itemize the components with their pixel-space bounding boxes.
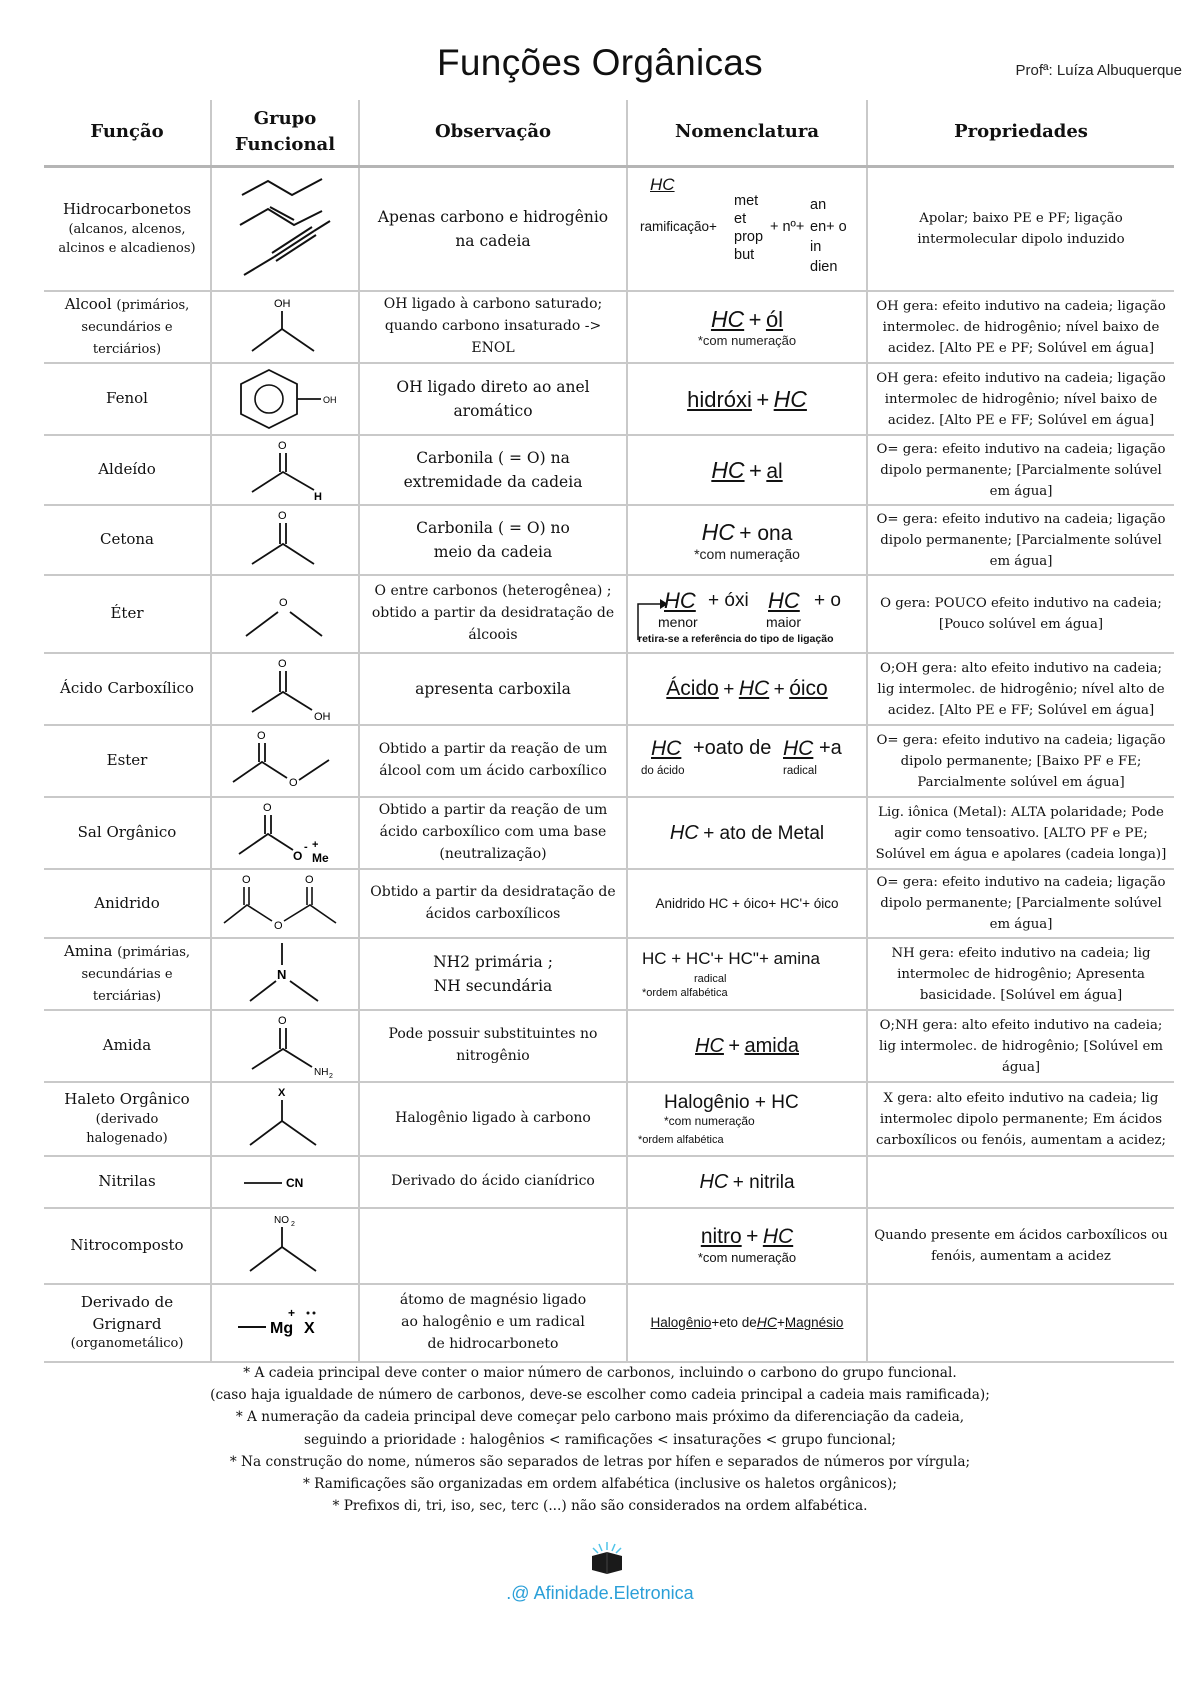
funcao-cell: Ester: [44, 725, 211, 797]
nomen-part: HC: [762, 1225, 794, 1248]
nomen-suffix: dien: [810, 258, 838, 275]
table-row: [44, 435, 1174, 505]
nomen-suffix: an: [810, 196, 827, 213]
observacao-cell: Apenas carbono e hidrogênio na cadeia: [359, 166, 627, 291]
nomen-prefix: met: [734, 192, 759, 209]
structure-ester: [211, 725, 359, 797]
atom-label: NO: [274, 1215, 289, 1226]
nomen-part: HC + HC'+ HC"+ amina: [642, 949, 820, 968]
observacao-cell: OH ligado direto ao anel aromático: [359, 363, 627, 435]
nomen-part: +: [728, 1034, 741, 1057]
nomen-note: *com numeração: [694, 545, 800, 562]
nomen-note: retira-se a referência do tipo de ligação: [638, 633, 834, 645]
nomen-part: nitro: [700, 1225, 742, 1248]
table-row: [44, 1284, 1174, 1362]
table-row: [44, 575, 1174, 653]
nomenclatura-cell: [627, 363, 867, 435]
nomen-part: Halogênio: [650, 1315, 712, 1330]
nomen-sub: radical: [783, 765, 817, 777]
structure-amine: [211, 938, 359, 1010]
atom-label: O: [278, 440, 287, 452]
funcao-cell: Ácido Carboxílico: [44, 653, 211, 725]
propriedades-cell: O= gera: efeito indutivo na cadeia; ligação dipolo permanente; [Parcialmente solúvel em água]: [867, 869, 1174, 938]
atom-label: Mg: [270, 1320, 294, 1337]
funcao-sub: (primários, secundários e terciários): [81, 298, 190, 357]
nomenclatura-cell: [627, 166, 867, 291]
atom-label: O: [279, 597, 288, 609]
structure-grignard: [211, 1284, 359, 1362]
atom-label: OH: [323, 395, 337, 405]
atom-label: O: [289, 777, 298, 789]
funcao-name: Alcool: [64, 295, 112, 314]
structure-hydrocarbon: [211, 166, 359, 291]
header-propriedades: Propriedades: [867, 100, 1174, 166]
observacao-cell: OH ligado à carbono saturado; quando carbono insaturado -> ENOL: [359, 291, 627, 363]
header-nomenclatura: Nomenclatura: [627, 100, 867, 166]
atom-label: 2: [329, 1073, 333, 1079]
nomen-part: HC: [669, 821, 699, 844]
nomen-part: +: [773, 679, 785, 700]
atom-label: NH: [314, 1067, 329, 1078]
nomen-part: + ona: [739, 521, 793, 545]
observacao-text: átomo de magnésio ligado ao halogênio e um radical de hidrocarboneto: [399, 1292, 587, 1352]
structure-phenol: [211, 363, 359, 435]
nomenclatura-cell: [627, 725, 867, 797]
table-row: [44, 1156, 1174, 1208]
funcao-cell: Amida: [44, 1010, 211, 1082]
propriedades-cell: Lig. iônica (Metal): ALTA polaridade; Pode agir como tensoativo. [ALTO PF e PE; Solúvel em água e apolares (cadeia longa)]: [867, 797, 1174, 869]
structure-amide: [211, 1010, 359, 1082]
nomen-note: *com numeração: [697, 1250, 797, 1265]
funcao-cell: Aldeído: [44, 435, 211, 505]
atom-label: O: [293, 849, 303, 863]
footnote-line: (caso haja igualdade de número de carbonos, deve-se escolher como cadeia principal a cadeia mais ramificada);: [210, 1387, 990, 1404]
nomen-part: HC: [756, 1314, 777, 1330]
footnote-line: * A cadeia principal deve conter o maior número de carbonos, incluindo o carbono do grupo funcional.: [243, 1365, 957, 1381]
nomen-part: amida: [744, 1034, 799, 1057]
nomen-part: +: [749, 457, 762, 483]
nomen-part: óico: [789, 677, 828, 700]
nomen-part: HC: [710, 306, 745, 332]
nomen-suffix: in: [810, 238, 822, 255]
structure-organic-salt: [211, 797, 359, 869]
page-title: Funções Orgânicas: [437, 42, 763, 83]
observacao-cell: Carbonila ( = O) na extremidade da cadeia: [359, 435, 627, 505]
table-row: [44, 653, 1174, 725]
nomen-part: +: [748, 307, 762, 332]
funcao-sub: (primárias, secundárias e terciárias): [81, 945, 191, 1004]
observacao-cell: Halogênio ligado à carbono: [359, 1082, 627, 1156]
nomen-part: +: [756, 386, 770, 412]
table-row: [44, 505, 1174, 575]
nomen-prefix: et: [734, 210, 747, 227]
atom-label: X: [304, 1320, 315, 1337]
funcao-cell: Fenol: [44, 363, 211, 435]
atom-label: O: [242, 873, 251, 886]
footnote-line: * Prefixos di, tri, iso, sec, terc (...) não são considerados na ordem alfabética.: [332, 1498, 868, 1515]
funcao-sub: (derivado halogenado): [86, 1112, 168, 1146]
nomen-part: menor: [658, 614, 698, 630]
footnote-line: * A numeração da cadeia principal deve começar pelo carbono mais próximo da diferenciação da cadeia,: [235, 1409, 965, 1426]
atom-label: X: [278, 1087, 286, 1099]
nomenclatura-cell: [627, 653, 867, 725]
observacao-cell: Derivado do ácido cianídrico: [359, 1156, 627, 1208]
nomen-part: HC: [699, 1170, 729, 1193]
table-row: [44, 869, 1174, 938]
nomen-prefix: prop: [734, 228, 764, 245]
nomen-part: +: [746, 1225, 759, 1248]
table-row: [44, 166, 1174, 291]
propriedades-cell: O= gera: efeito indutivo na cadeia; ligação dipolo permanente; [Parcialmente solúvel em água]: [867, 435, 1174, 505]
funcao-name: Derivado de Grignard: [80, 1292, 174, 1333]
charge-label: +: [288, 1306, 296, 1320]
nomen-part: ól: [765, 307, 784, 332]
table-row: [44, 1208, 1174, 1284]
observacao-cell: [359, 1208, 627, 1284]
atom-label: O: [305, 873, 314, 886]
propriedades-cell: OH gera: efeito indutivo na cadeia; ligação intermolec. de hidrogênio; nível baixo de acidez. [Alto PE e PF; Solúvel em água]: [867, 291, 1174, 363]
nomen-part: Ácido: [666, 677, 719, 700]
nomenclatura-cell: [627, 575, 867, 653]
funcao-cell: Nitrocomposto: [44, 1208, 211, 1284]
observacao-cell: Obtido a partir da reação de um álcool com um ácido carboxílico: [359, 725, 627, 797]
nomenclatura-cell: [627, 435, 867, 505]
nomen-part: +: [723, 679, 735, 700]
nomen-hc: HC: [650, 174, 675, 194]
propriedades-cell: O;OH gera: alto efeito indutivo na cadeia; lig intermolec. de hidrogênio; nível alto de acidez. [Alto PE e FF; Solúvel em água]: [867, 653, 1174, 725]
funcao-cell: [44, 166, 211, 291]
propriedades-cell: O= gera: efeito indutivo na cadeia; ligação dipolo permanente; [Parcialmente solúvel em água]: [867, 505, 1174, 575]
propriedades-cell: Quando presente em ácidos carboxílicos ou fenóis, aumentam a acidez: [867, 1208, 1174, 1284]
nomen-part: +: [777, 1315, 785, 1330]
structure-anhydride: [211, 869, 359, 938]
nomen-ramificacao: ramificação+: [640, 218, 717, 234]
structure-carboxylic-acid: [211, 653, 359, 725]
nomen-part: HC: [768, 588, 800, 613]
atom-label: OH: [314, 711, 331, 722]
observacao-cell: [359, 505, 627, 575]
atom-label: OH: [274, 298, 291, 310]
nomen-part: HC: [664, 588, 696, 613]
nomen-sub: radical: [694, 973, 727, 985]
book-icon: [590, 1540, 624, 1578]
nomenclatura-cell: [627, 291, 867, 363]
funcao-name: Amina: [63, 942, 113, 961]
nomen-note: *ordem alfabética: [642, 987, 728, 999]
funcao-sub: (alcanos, alcenos, alcinos e alcadienos): [58, 221, 196, 256]
header-grupo: Grupo Funcional: [211, 100, 359, 166]
nomen-part: + o: [814, 590, 841, 611]
nomen-suffix: en+ o: [810, 218, 847, 235]
observacao-text: NH2 primária ; NH secundária: [433, 952, 553, 995]
nomen-part: +eto de: [711, 1315, 757, 1330]
nomen-part: +oato de: [693, 737, 772, 759]
nomen-part: HC: [701, 518, 735, 545]
structure-nitro: [211, 1208, 359, 1284]
footnote-line: seguindo a prioridade : halogênios < ramificações < insaturações < grupo funcional;: [303, 1431, 897, 1448]
observacao-cell: Obtido a partir da reação de um ácido carboxílico com uma base (neutralização): [359, 797, 627, 869]
observacao-cell: Obtido a partir da desidratação de ácidos carboxílicos: [359, 869, 627, 938]
table-header-row: [44, 100, 1174, 166]
footnote-line: * Na construção do nome, números são separados de letras por hífen e separados de números por vírgula;: [229, 1453, 971, 1470]
propriedades-cell: O;NH gera: alto efeito indutivo na cadeia; lig intermolec. de hidrogênio; [Solúvel em água]: [867, 1010, 1174, 1082]
atom-label: O: [257, 730, 266, 742]
funcao-cell: [44, 938, 211, 1010]
nomenclatura-cell: [627, 1082, 867, 1156]
funcao-cell: Sal Orgânico: [44, 797, 211, 869]
atom-label: O: [274, 919, 283, 932]
observacao-text: Carbonila ( = O) no meio da cadeia: [416, 518, 570, 561]
atom-label: O: [278, 658, 287, 670]
functions-table: [44, 100, 1174, 1363]
funcao-name: Hidrocarbonetos: [62, 200, 192, 219]
nomen-sub: do ácido: [641, 765, 685, 777]
observacao-cell: [359, 1284, 627, 1362]
propriedades-cell: X gera: alto efeito indutivo na cadeia; lig intermolec dipolo permanente; Em ácidos carboxílicos ou fenóis, aumentam a acidez;: [867, 1082, 1174, 1156]
header-funcao: Função: [44, 100, 211, 166]
nomen-part: HC: [773, 385, 807, 412]
charge-label: +: [312, 839, 319, 851]
nomen-part: HC: [711, 456, 745, 483]
propriedades-cell: O= gera: efeito indutivo na cadeia; ligação dipolo permanente; [Baixo PF e FE; Parcialmente solúvel em água]: [867, 725, 1174, 797]
author-label: Profª: Luíza Albuquerque: [1015, 62, 1182, 79]
nomen-part: +a: [819, 737, 842, 759]
nomen-note: *com numeração: [697, 333, 797, 348]
nomenclatura-cell: [627, 1156, 867, 1208]
atom-label: CN: [286, 1176, 304, 1190]
structure-ketone: [211, 505, 359, 575]
propriedades-cell: [867, 1156, 1174, 1208]
observacao-cell: apresenta carboxila: [359, 653, 627, 725]
funcao-name: Haleto Orgânico: [64, 1090, 190, 1109]
nomenclatura-cell: [627, 1208, 867, 1284]
propriedades-cell: [867, 1284, 1174, 1362]
footnotes: [0, 1362, 1200, 1517]
funcao-sub: (organometálico): [70, 1336, 184, 1352]
atom-label: H: [314, 491, 322, 502]
nomen-part: + ato de Metal: [703, 822, 825, 844]
atom-label: 2: [291, 1221, 295, 1228]
structure-aldehyde: [211, 435, 359, 505]
nomen-part: al: [766, 459, 783, 483]
table-row: [44, 938, 1174, 1010]
observacao-cell: [359, 938, 627, 1010]
nomen-part: Anidrido HC + óico+ HC'+ óico: [655, 895, 839, 911]
header-observacao: Observação: [359, 100, 627, 166]
table-row: [44, 363, 1174, 435]
nomen-part: hidróxi: [687, 386, 752, 412]
funcao-cell: Nitrilas: [44, 1156, 211, 1208]
nomenclatura-cell: [627, 938, 867, 1010]
atom-label: O: [263, 802, 272, 814]
nomen-part: HC: [738, 677, 770, 700]
table-row: [44, 797, 1174, 869]
nomen-part: HC: [783, 737, 814, 760]
funcao-cell: Cetona: [44, 505, 211, 575]
table-row: [44, 725, 1174, 797]
funcao-cell: Éter: [44, 575, 211, 653]
nomen-note: *com numeração: [664, 1114, 755, 1128]
funcao-cell: [44, 1284, 211, 1362]
structure-ether: [211, 575, 359, 653]
footnote-line: * Ramificações são organizadas em ordem alfabética (inclusive os haletos orgânicos);: [302, 1475, 898, 1492]
funcao-cell: [44, 291, 211, 363]
nomen-part: Halogênio + HC: [664, 1092, 799, 1113]
propriedades-cell: O gera: POUCO efeito indutivo na cadeia; [Pouco solúvel em água]: [867, 575, 1174, 653]
nomen-prefix: but: [734, 246, 755, 263]
nomen-note: *ordem alfabética: [638, 1134, 724, 1146]
funcao-cell: Anidrido: [44, 869, 211, 938]
nomenclatura-cell: [627, 505, 867, 575]
nomen-part: + óxi: [708, 590, 749, 611]
nomen-part: HC: [651, 737, 682, 760]
nomen-part: HC: [695, 1034, 724, 1057]
propriedades-cell: OH gera: efeito indutivo na cadeia; ligação intermolec de hidrogênio; nível baixo de acidez. [Alto PE e FF; Solúvel em água]: [867, 363, 1174, 435]
nomenclatura-cell: [627, 1010, 867, 1082]
nomen-mid: + nº+: [770, 218, 805, 235]
structure-alcohol: [211, 291, 359, 363]
atom-label: N: [277, 967, 287, 982]
table-row: [44, 1010, 1174, 1082]
propriedades-cell: Apolar; baixo PE e PF; ligação intermolecular dipolo induzido: [867, 166, 1174, 291]
table-row: [44, 291, 1174, 363]
atom-label: O: [278, 510, 287, 522]
table-row: [44, 1082, 1174, 1156]
structure-nitrile: [211, 1156, 359, 1208]
atom-label: Me: [312, 851, 329, 865]
observacao-cell: Pode possuir substituintes no nitrogênio: [359, 1010, 627, 1082]
footer-handle[interactable]: .@ Afinidade.Eletronica: [506, 1583, 694, 1603]
nomen-part: Magnésio: [784, 1315, 844, 1330]
atom-label: O: [278, 1015, 287, 1027]
charge-label: -: [304, 841, 308, 853]
nomen-part: + nitrila: [732, 1171, 795, 1193]
nomenclatura-cell: [627, 1284, 867, 1362]
propriedades-cell: NH gera: efeito indutivo na cadeia; lig intermolec de hidrogênio; Apresenta basicidade. [Solúvel em água]: [867, 938, 1174, 1010]
nomen-part: maior: [766, 614, 802, 630]
nomenclatura-cell: [627, 869, 867, 938]
funcao-cell: [44, 1082, 211, 1156]
nomenclatura-cell: [627, 797, 867, 869]
observacao-cell: O entre carbonos (heterogênea) ; obtido a partir da desidratação de álcoois: [359, 575, 627, 653]
structure-halide: [211, 1082, 359, 1156]
